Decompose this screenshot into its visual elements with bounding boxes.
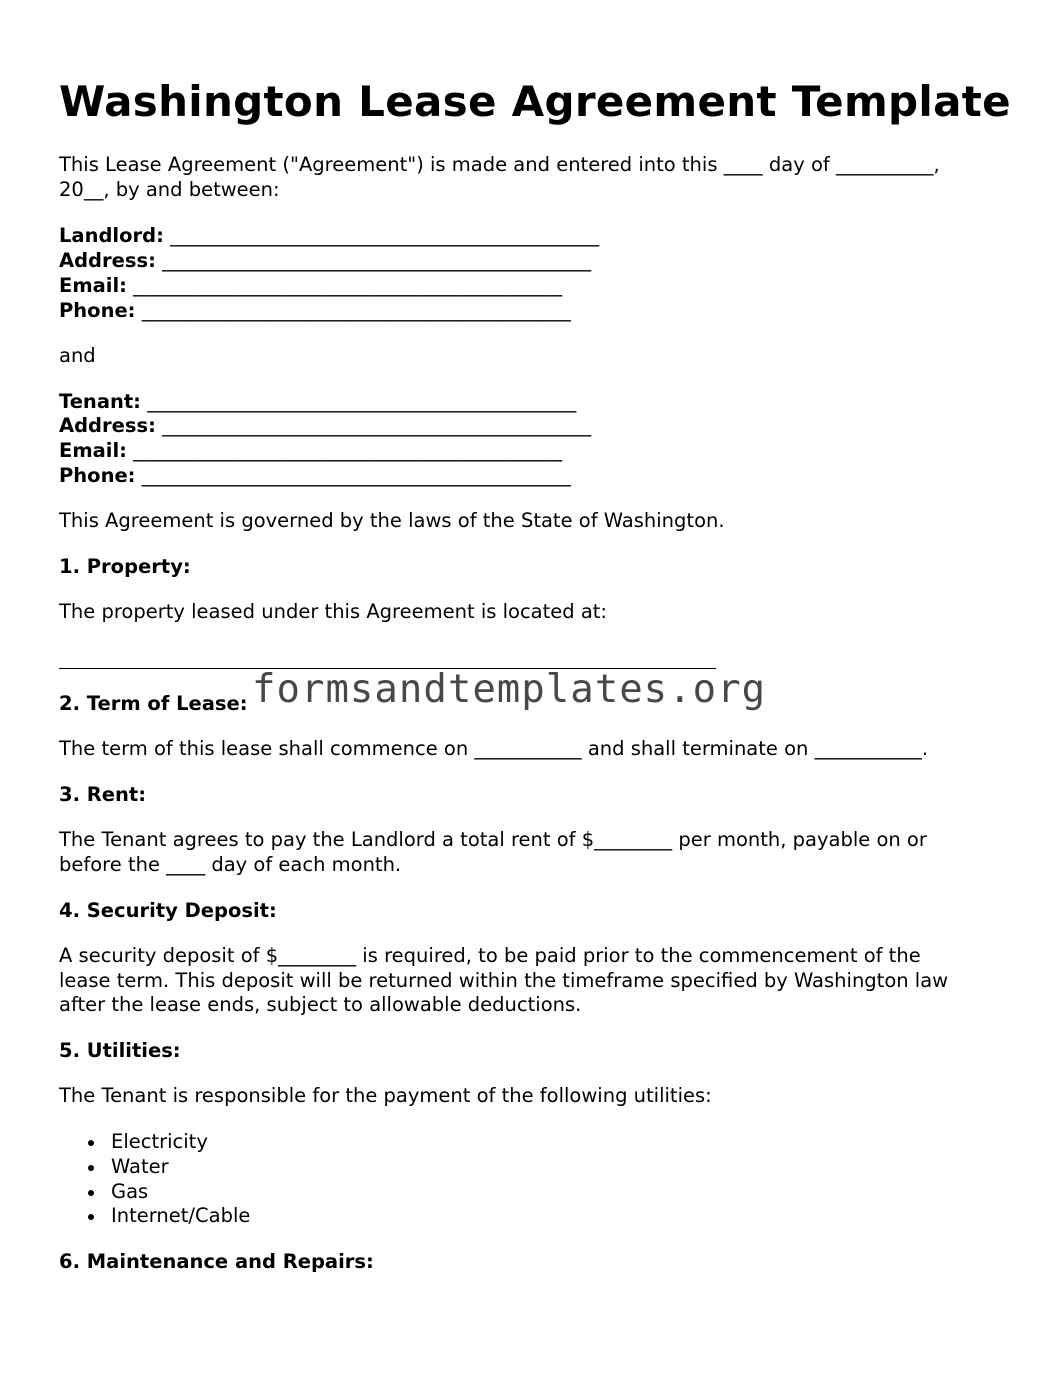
landlord-address-blank: ____________________________________________ bbox=[162, 249, 592, 272]
tenant-email-blank: ____________________________________________ bbox=[133, 439, 563, 462]
tenant-address-row bbox=[59, 414, 591, 439]
utilities-list bbox=[59, 1130, 250, 1229]
term-text: The term of this lease shall commence on ___________ and shall terminate on ___________. bbox=[59, 737, 929, 760]
landlord-address-row bbox=[59, 249, 591, 274]
deposit-line-3: after the lease ends, subject to allowable deductions. bbox=[59, 993, 582, 1016]
list-item: Gas bbox=[59, 1180, 250, 1205]
section-term-heading: 2. Term of Lease: bbox=[59, 692, 248, 715]
list-item: Water bbox=[59, 1155, 250, 1180]
tenant-phone-label: Phone: bbox=[59, 464, 136, 487]
intro-line-1: This Lease Agreement ("Agreement") is made and entered into this ____ day of __________, bbox=[59, 153, 940, 176]
document-title: Washington Lease Agreement Template bbox=[59, 77, 1011, 126]
watermark: formsandtemplates.org bbox=[252, 667, 767, 712]
section-rent-heading: 3. Rent: bbox=[59, 783, 147, 806]
list-item: Internet/Cable bbox=[59, 1204, 250, 1229]
tenant-name-label: Tenant: bbox=[59, 390, 141, 413]
tenant-address-label: Address: bbox=[59, 414, 156, 437]
landlord-phone-label: Phone: bbox=[59, 299, 136, 322]
section-deposit-heading: 4. Security Deposit: bbox=[59, 899, 277, 922]
tenant-phone-row bbox=[59, 464, 571, 489]
rent-line-1: The Tenant agrees to pay the Landlord a total rent of $________ per month, payable on or bbox=[59, 828, 927, 851]
list-item: Electricity bbox=[59, 1130, 250, 1155]
governing-law-text: This Agreement is governed by the laws of the State of Washington. bbox=[59, 509, 725, 532]
deposit-line-2: lease term. This deposit will be returned within the timeframe specified by Washington law bbox=[59, 969, 949, 992]
tenant-address-blank: ____________________________________________ bbox=[162, 414, 592, 437]
landlord-email-blank: ____________________________________________ bbox=[133, 274, 563, 297]
tenant-name-blank: ____________________________________________ bbox=[147, 390, 577, 413]
and-text: and bbox=[59, 344, 96, 367]
landlord-name-label: Landlord: bbox=[59, 224, 164, 247]
landlord-email-row bbox=[59, 274, 562, 299]
landlord-name-row bbox=[59, 224, 599, 249]
tenant-email-row bbox=[59, 439, 562, 464]
landlord-address-label: Address: bbox=[59, 249, 156, 272]
intro-line-2: 20__, by and between: bbox=[59, 178, 280, 201]
property-text: The property leased under this Agreement is located at: bbox=[59, 600, 607, 623]
tenant-email-label: Email: bbox=[59, 439, 127, 462]
section-property-heading: 1. Property: bbox=[59, 555, 191, 578]
section-utilities-heading: 5. Utilities: bbox=[59, 1039, 181, 1062]
landlord-name-blank: ____________________________________________ bbox=[170, 224, 600, 247]
deposit-line-1: A security deposit of $________ is required, to be paid prior to the commencement of the bbox=[59, 944, 921, 967]
section-maintenance-heading: 6. Maintenance and Repairs: bbox=[59, 1250, 374, 1273]
rent-line-2: before the ____ day of each month. bbox=[59, 853, 402, 876]
landlord-phone-blank: ____________________________________________ bbox=[141, 299, 571, 322]
landlord-phone-row bbox=[59, 299, 571, 324]
tenant-name-row bbox=[59, 390, 576, 415]
landlord-email-label: Email: bbox=[59, 274, 127, 297]
tenant-phone-blank: ____________________________________________ bbox=[141, 464, 571, 487]
utilities-text: The Tenant is responsible for the payment of the following utilities: bbox=[59, 1084, 712, 1107]
